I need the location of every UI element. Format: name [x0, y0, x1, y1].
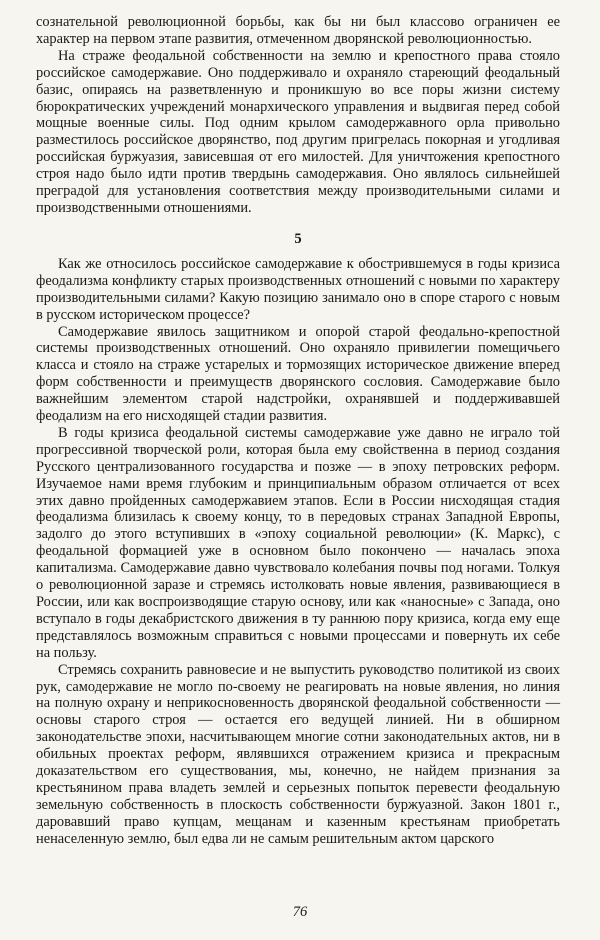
paragraph-continuation: сознательной революционной борьбы, как бы ни был классово ограничен ее характер на первом этапе развития, отмеченном дворянской революционностью.: [36, 14, 560, 47]
paragraph-defender: Самодержавие явилось защитником и опорой старой феодально-крепостной системы производственных отношений. Оно охраняло привилегии помещичьего класса и стояло на страже устарелых и тормозящих историческое движение вперед форм собственности и преимуществ дворянского сословия. Самодержавие было важнейшим элементом старой надстройки, охранявшей и поддерживавшей феодализм на его нисходящей стадии развития.: [36, 323, 560, 425]
paragraph-autocracy-guard: На страже феодальной собственности на землю и крепостного права стояло российское самодержавие. Оно поддерживало и охраняло стареющий феодальный базис, опираясь на разветвленную и проникшую во все поры жизни систему бюрократических учреждений монархического управления и выдвигая перед собой мощные военные силы. Под одним крылом самодержавного орла привольно разместилось российское дворянство, под другим пригрелась покорная и угодливая российская буржуазия, зависевшая от его милостей. Для уничтожения крепостного строя надо было идти против твердынь самодержавия. Оно являлось сильнейшей преградой для установления соответствия между производительными силами и производственными отношениями.: [36, 47, 560, 216]
paragraph-balance: Стремясь сохранить равновесие и не выпустить руководство политикой из своих рук, самодержавие не могло по-своему не реагировать на новые явления, но линия на полную охрану и неприкосновенность дворянской феодальной собственности — основы старого строя — остается его ведущей линией. Ни в обширном законодательстве эпохи, насчитывающем многие сотни законодательных актов, ни в обильных проектах реформ, являвшихся отражением кризиса и прекрасным доказательством его существования, мы, конечно, не найдем признания за крестьянином права владеть землей и серьезных попыток перевести феодальную земельную собственность в плоскость собственности буржуазной. Закон 1801 г., даровавший право купцам, мещанам и казенным крестьянам приобретать ненаселенную землю, был едва ли не самым решительным актом царского: [36, 661, 560, 847]
paragraph-question: Как же относилось российское самодержавие к обострившемуся в годы кризиса феодализма конфликту старых производственных отношений с новыми по характеру производительными силами? Какую позицию занимало оно в споре старого с новым в русском историческом процессе?: [36, 255, 560, 323]
section-number: 5: [294, 230, 302, 247]
paragraph-crisis-years: В годы кризиса феодальной системы самодержавие уже давно не играло той прогрессивной творческой роли, которая была ему свойственна в период создания Русского централизованного государства и позже — в эпоху петровских реформ. Изучаемое нами время глубоким и принципиальным образом отличается от всех этих давно пройденных самодержавием этапов. Если в России нисходящая стадия феодализма близилась к своему концу, то в передовых странах Западной Европы, задолго до этого вступивших в «эпоху социальной революции» (К. Маркс), с феодальной формацией уже в основном было покончено — началась эпоха капитализма. Самодержавие давно чувствовало колебания почвы под ногами. Толкуя о революционной заразе и стремясь истолковать новые явления, развивающиеся в России, или как воспроизводящие старую основу, или как «наносные» с Запада, оно вступало в годы декабристского движения в ту раннюю пору кризиса, когда ему еще представлялось возможным справиться с новыми процессами и повернуть их себе на пользу.: [36, 424, 560, 661]
page-number: 76: [292, 904, 308, 920]
